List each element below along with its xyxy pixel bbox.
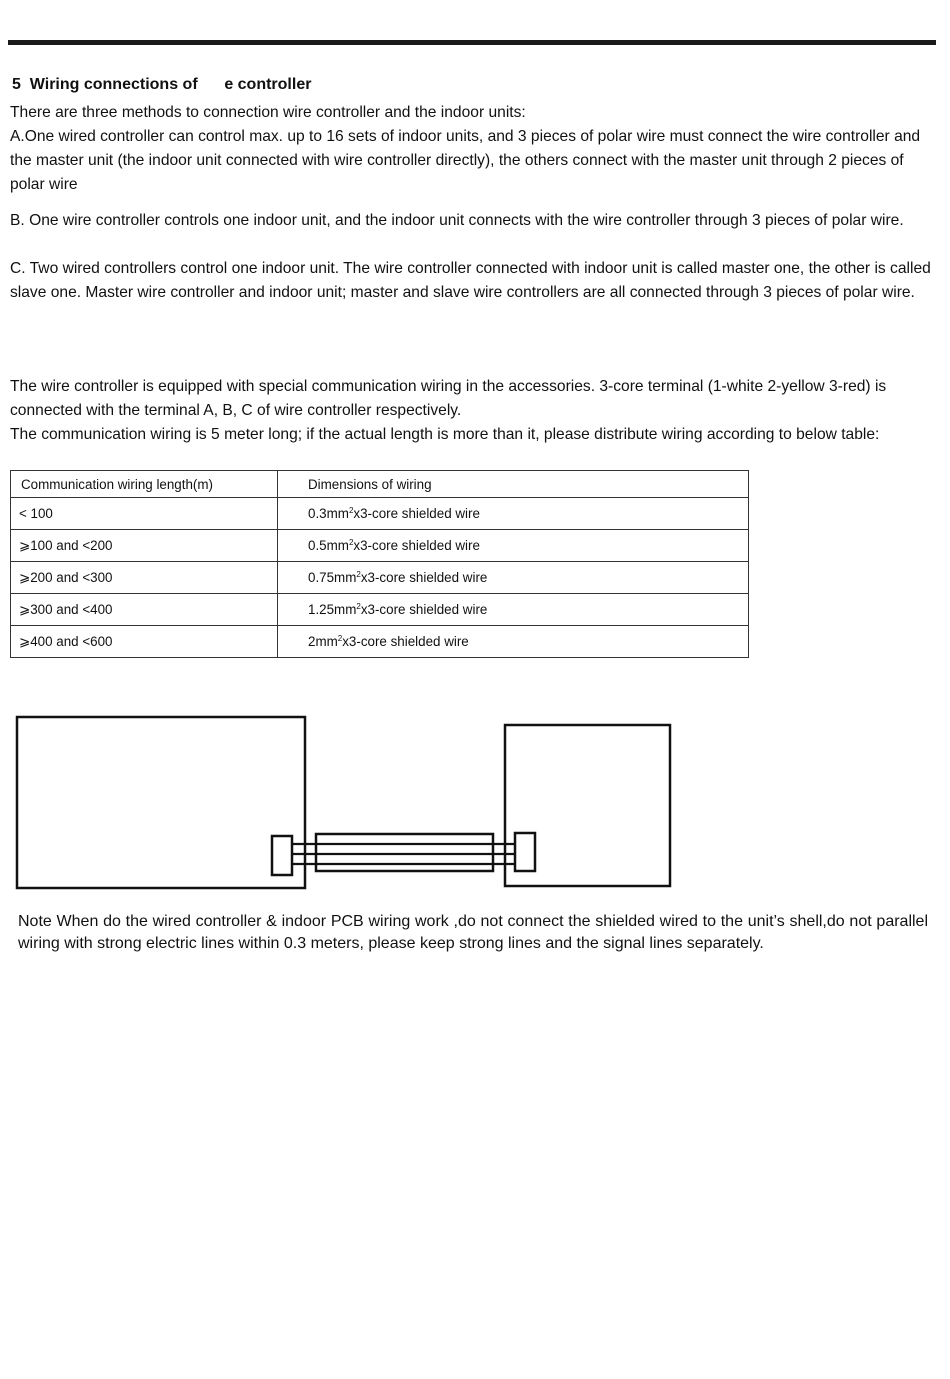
- wiring-table: [10, 470, 749, 658]
- wiring-length-paragraph: The communication wiring is 5 meter long; if the actual length is more than it, please distribute wiring according to below table:: [10, 426, 880, 443]
- indoor-terminal-block: [272, 836, 292, 875]
- dimension-cell: $2mm^2x3$-core shielded wire: [278, 626, 749, 658]
- length-cell: ⩾400 and <600: [11, 626, 278, 658]
- table-row: [11, 594, 749, 626]
- table-row: [11, 530, 749, 562]
- section-title: 5 Wiring connections of e controller: [12, 76, 312, 93]
- table-row: [11, 498, 749, 530]
- method-c-paragraph: C. Two wired controllers control one indoor unit. The wire controller connected with indoor unit is called master one, the other is called slave one. Master wire controller and indoor unit; master and slave wire controllers are all connected through 3 pieces of polar wire.: [10, 260, 931, 302]
- wiring-accessory-paragraph: The wire controller is equipped with special communication wiring in the accessories. 3-core terminal (1-white 2-yellow 3-red) is connected with the terminal A, B, C of wire controller respectively.: [10, 378, 887, 420]
- dimension-cell: $0.75mm^2x3$-core shielded wire: [278, 562, 749, 594]
- dimension-cell: $0.3mm^2x3$-core shielded wire: [278, 498, 749, 530]
- table-row: [11, 626, 749, 658]
- intro-paragraph: There are three methods to connection wire controller and the indoor units:: [10, 104, 526, 121]
- polar-wires: [292, 844, 515, 864]
- length-cell: ⩾200 and <300: [11, 562, 278, 594]
- indoor-unit-box: [17, 717, 305, 888]
- dimension-cell: $1.25mm^2x3$-core shielded wire: [278, 594, 749, 626]
- length-cell: < 100: [11, 498, 278, 530]
- method-a-paragraph: A.One wired controller can control max. up to 16 sets of indoor units, and 3 pieces of polar wire must connect the wire controller and the master unit (the indoor unit connected with wire controller directly), the others connect with the master unit through 2 pieces of polar wire: [10, 128, 921, 194]
- length-cell: ⩾300 and <400: [11, 594, 278, 626]
- wiring-diagram: [0, 700, 700, 900]
- controller-terminal-block: [515, 833, 535, 871]
- method-b-paragraph: B. One wire controller controls one indoor unit, and the indoor unit connects with the wire controller through 3 pieces of polar wire.: [10, 212, 904, 229]
- shielded-cable-sheath: [316, 834, 493, 871]
- header-length: Communication wiring length(m): [11, 471, 278, 498]
- dimension-cell: $0.5mm^2x3$-core shielded wire: [278, 530, 749, 562]
- top-rule: [8, 40, 936, 45]
- table-header-row: [11, 471, 749, 498]
- header-dimensions: Dimensions of wiring: [278, 471, 749, 498]
- note-paragraph: Note When do the wired controller & indoor PCB wiring work ,do not connect the shielded wired to the unit’s shell,do not parallel wiring with strong electric lines within 0.3 meters, please keep strong lines and the signal lines separately.: [18, 913, 928, 952]
- table-row: [11, 562, 749, 594]
- length-cell: ⩾100 and <200: [11, 530, 278, 562]
- wire-controller-box: [505, 725, 670, 886]
